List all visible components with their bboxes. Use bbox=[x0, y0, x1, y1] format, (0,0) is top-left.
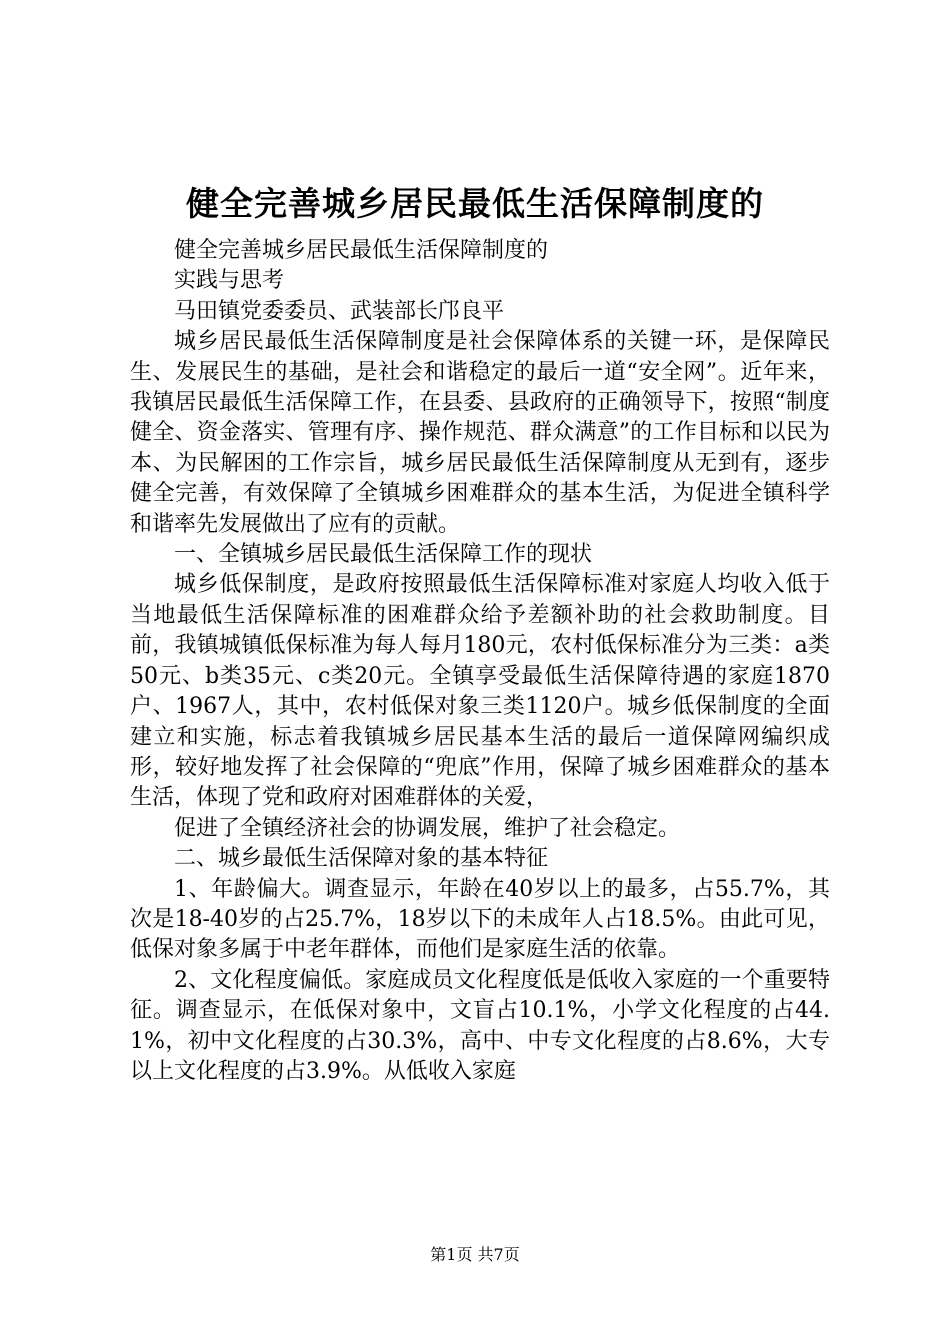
document-title: 健全完善城乡居民最低生活保障制度的 bbox=[186, 184, 764, 223]
document-body bbox=[130, 236, 830, 1087]
author-line: 马田镇党委委员、武装部长邝良平 bbox=[174, 298, 505, 324]
subtitle-line-1: 健全完善城乡居民最低生活保障制度的 bbox=[174, 238, 549, 263]
subtitle-line-2: 实践与思考 bbox=[174, 268, 285, 294]
paragraph-status: 城乡低保制度，是政府按照最低生活保障标准对家庭人均收入低于当地最低生活保障标准的困难群众给予差额补助的社会救助制度。目前，我镇城镇低保标准为每人每月180元，农村低保标准分为三类：a类50元、b类35元、c类20元。全镇享受最低生活保障待遇的家庭1870户、1967人，其中，农村低保对象三类1120户。城乡低保制度的全面建立和实施，标志着我镇城乡居民基本生活的最后一道保障网编织成形，较好地发挥了社会保障的“兜底”作用，保障了城乡困难群众的基本生活，体现了党和政府对困难群体的关爱， bbox=[130, 572, 830, 811]
paragraph-status-cont: 促进了全镇经济社会的协调发展，维护了社会稳定。 bbox=[174, 815, 681, 841]
page-footer: 第1页 共7页 bbox=[430, 1245, 520, 1264]
paragraph-education: 2、文化程度偏低。家庭成员文化程度低是低收入家庭的一个重要特征。调查显示，在低保对象中，文盲占10.1%，小学文化程度的占44.1%，初中文化程度的占30.3%，高中、中专文化程度的占8.6%，大专以上文化程度的占3.9%。从低收入家庭 bbox=[130, 967, 830, 1084]
section-heading-2: 二、城乡最低生活保障对象的基本特征 bbox=[174, 846, 549, 872]
paragraph-intro: 城乡居民最低生活保障制度是社会保障体系的关键一环，是保障民生、发展民生的基础，是社会和谐稳定的最后一道“安全网”。近年来，我镇居民最低生活保障工作，在县委、县政府的正确领导下，按照“制度健全、资金落实、管理有序、操作规范、群众满意”的工作目标和以民为本、为民解困的工作宗旨，城乡居民最低生活保障制度从无到有，逐步健全完善，有效保障了全镇城乡困难群众的基本生活，为促进全镇科学和谐率先发展做出了应有的贡献。 bbox=[130, 329, 830, 537]
section-heading-1: 一、全镇城乡居民最低生活保障工作的现状 bbox=[174, 542, 593, 568]
paragraph-age: 1、年龄偏大。调查显示，年龄在40岁以上的最多，占55.7%，其次是18-40岁的占25.7%，18岁以下的未成年人占18.5%。由此可见，低保对象多属于中老年群体，而他们是家庭生活的依靠。 bbox=[130, 876, 830, 963]
